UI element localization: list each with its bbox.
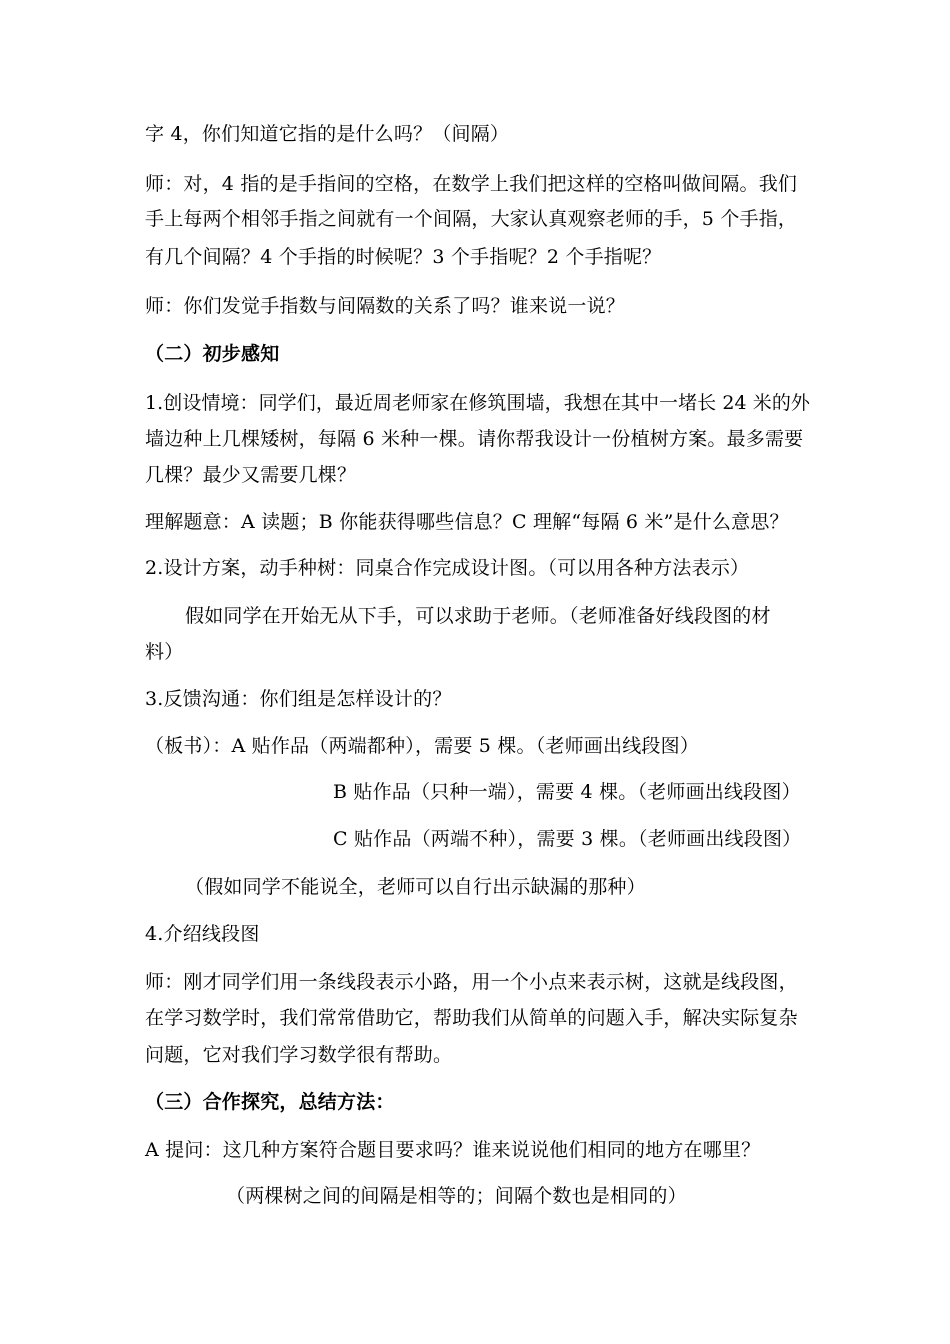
board-note-line: B 贴作品（只种一端），需要 4 棵。（老师画出线段图） bbox=[333, 781, 801, 803]
paragraph-line: 问题，它对我们学习数学很有帮助。 bbox=[145, 1044, 453, 1066]
paragraph-line: 2.设计方案，动手种树：同桌合作完成设计图。（可以用各种方法表示） bbox=[145, 557, 750, 579]
paragraph-line: 有几个间隔？4 个手指的时候呢？3 个手指呢？2 个手指呢？ bbox=[145, 246, 662, 268]
paragraph-line: 假如同学在开始无从下手，可以求助于老师。（老师准备好线段图的材 bbox=[185, 605, 771, 627]
paragraph-line: （两棵树之间的间隔是相等的；间隔个数也是相同的） bbox=[226, 1185, 687, 1207]
section-heading: （二）初步感知 bbox=[145, 343, 280, 365]
board-note-line: C 贴作品（两端不种），需要 3 棵。（老师画出线段图） bbox=[333, 828, 802, 850]
paragraph-line: 几棵？最少又需要几棵？ bbox=[145, 464, 357, 486]
paragraph-line: 理解题意：A 读题；B 你能获得哪些信息？C 理解“每隔 6 米”是什么意思？ bbox=[145, 511, 789, 533]
paragraph-line: 字 4，你们知道它指的是什么吗？（间隔） bbox=[145, 123, 510, 145]
paragraph-line: 1.创设情境：同学们，最近周老师家在修筑围墙，我想在其中一堵长 24 米的外 bbox=[145, 392, 810, 414]
paragraph-line: 3.反馈沟通：你们组是怎样设计的？ bbox=[145, 688, 452, 710]
paragraph-line: 在学习数学时，我们常常借助它，帮助我们从简单的问题入手，解决实际复杂 bbox=[145, 1007, 798, 1029]
section-heading: （三）合作探究，总结方法： bbox=[145, 1091, 395, 1113]
paragraph-line: A 提问：这几种方案符合题目要求吗？谁来说说他们相同的地方在哪里？ bbox=[145, 1139, 761, 1161]
paragraph-line: 师：你们发觉手指数与间隔数的关系了吗？谁来说一说？ bbox=[145, 295, 626, 317]
board-note-line: （板书）：A 贴作品（两端都种），需要 5 棵。（老师画出线段图） bbox=[145, 735, 700, 757]
paragraph-line: 师：对，4 指的是手指间的空格，在数学上我们把这样的空格叫做间隔。我们 bbox=[145, 173, 798, 195]
paragraph-line: （假如同学不能说全，老师可以自行出示缺漏的那种） bbox=[185, 876, 646, 898]
paragraph-line: 手上每两个相邻手指之间就有一个间隔，大家认真观察老师的手，5 个手指， bbox=[145, 208, 798, 230]
paragraph-line: 4.介绍线段图 bbox=[145, 923, 260, 945]
paragraph-line: 师：刚才同学们用一条线段表示小路，用一个小点来表示树，这就是线段图， bbox=[145, 971, 798, 993]
paragraph-line: 料） bbox=[145, 641, 184, 663]
paragraph-line: 墙边种上几棵矮树，每隔 6 米种一棵。请你帮我设计一份植树方案。最多需要 bbox=[145, 428, 804, 450]
